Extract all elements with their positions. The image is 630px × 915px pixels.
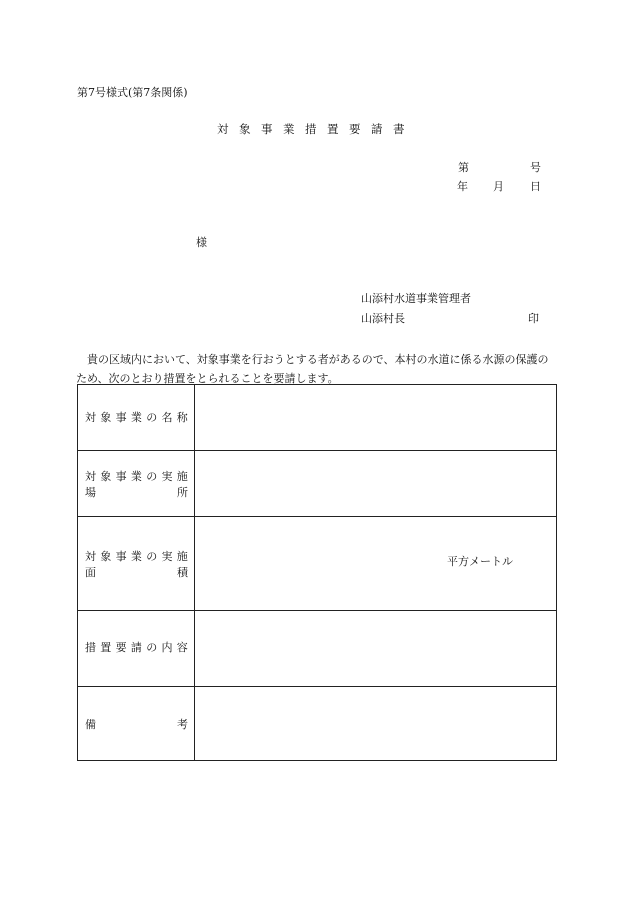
document-number-label: 第 xyxy=(458,161,469,174)
remarks-label-right: 考 xyxy=(177,718,188,731)
remarks-label-left: 備 xyxy=(85,718,96,731)
project-location-label-line1: 対象事業の実施 xyxy=(85,470,193,483)
table-row-remarks xyxy=(78,687,556,760)
row-label-cell xyxy=(78,385,195,450)
date-month-label: 月 xyxy=(493,180,504,193)
request-body-text: 貴の区域内において、対象事業を行おうとする者があるので、本村の水道に係る水源の保護のため、次のとおり措置をとられることを要請します。 xyxy=(76,353,549,385)
row-label-cell xyxy=(78,451,195,516)
remarks-label xyxy=(85,719,188,730)
sender-organization: 山添村水道事業管理者 xyxy=(361,292,471,305)
location-label-left: 場 xyxy=(85,486,96,499)
document-title: 対象事業措置要請書 xyxy=(217,122,415,136)
document-number-suffix: 号 xyxy=(530,161,541,174)
area-label-left: 面 xyxy=(85,566,96,579)
row-label-cell xyxy=(78,687,195,760)
row-label-cell xyxy=(78,517,195,610)
location-label-right: 所 xyxy=(177,486,188,499)
project-location-label-line2 xyxy=(85,487,188,498)
table-row-request-content xyxy=(78,611,556,687)
table-row-project-location xyxy=(78,451,556,517)
addressee-honorific: 様 xyxy=(196,236,207,249)
area-unit-label: 平方メートル xyxy=(447,555,513,568)
request-content-label: 措置要請の内容 xyxy=(85,641,193,654)
seal-mark: 印 xyxy=(528,312,539,325)
project-area-label-line1: 対象事業の実施 xyxy=(85,550,193,563)
sender-name: 山添村長 xyxy=(361,312,405,325)
date-year-label: 年 xyxy=(457,180,468,193)
row-label-cell xyxy=(78,611,195,686)
date-day-label: 日 xyxy=(530,180,541,193)
table-row-project-name xyxy=(78,385,556,451)
project-area-label-line2 xyxy=(85,567,188,578)
form-reference: 第7号様式(第7条関係) xyxy=(77,86,188,99)
request-form-table xyxy=(77,384,557,761)
area-label-right: 積 xyxy=(177,566,188,579)
project-name-label: 対象事業の名称 xyxy=(85,411,193,424)
